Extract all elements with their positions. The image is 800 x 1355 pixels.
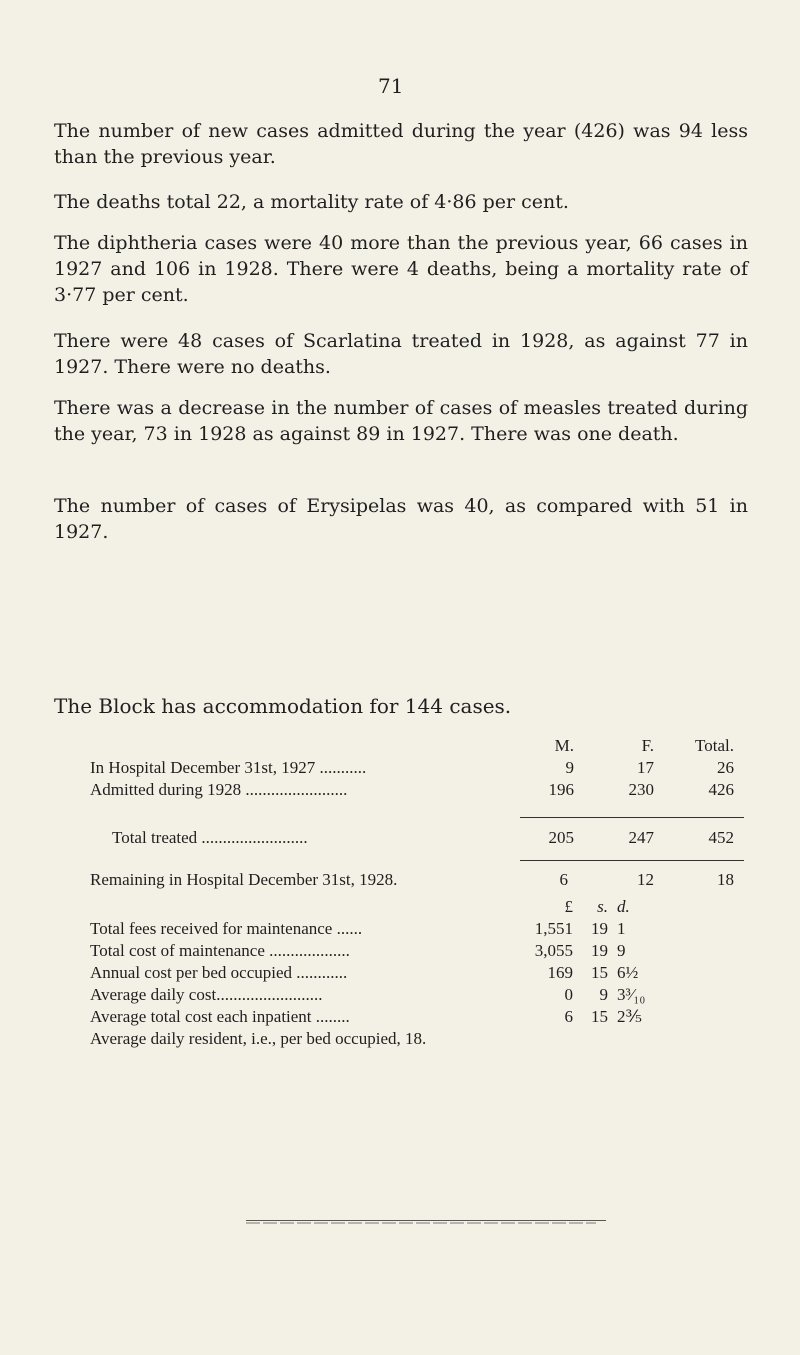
table-row: Admitted during 1928 ........................ 196 230 426: [90, 780, 734, 799]
table-row: In Hospital December 31st, 1927 ........... 9 17 26: [90, 758, 734, 777]
table-row: Average daily cost......................... 0 9 3³⁄₁₀: [90, 985, 646, 1004]
paragraph-measles: There was a decrease in the number of cases of measles treated during the year, 73 in 1928 as against 89 in 1927. There was one death.: [54, 397, 748, 445]
table-row: Total fees received for maintenance ...... 1,551 19 1: [90, 919, 626, 938]
block-accommodation: The Block has accommodation for 144 cases.: [54, 694, 512, 718]
page-number: 71: [378, 74, 404, 98]
table-row: Total treated ......................... 205 247 452: [112, 828, 734, 847]
header-shillings: s.: [597, 897, 608, 916]
table-row: Average total cost each inpatient ........ 6 15 2⅗: [90, 1007, 642, 1026]
header-total: Total.: [695, 736, 734, 755]
header-pounds: £: [564, 897, 573, 916]
header-male: M.: [554, 736, 574, 755]
table-row: Annual cost per bed occupied ............ 169 15 6½: [90, 963, 639, 982]
cost-table-footer: Average daily resident, i.e., per bed occupied, 18.: [90, 1029, 427, 1048]
paragraph-erysipelas: The number of cases of Erysipelas was 40, as compared with 51 in 1927.: [54, 495, 748, 543]
table-row: Remaining in Hospital December 31st, 1928. 6 12 18: [90, 870, 734, 889]
paragraph-scarlatina: There were 48 cases of Scarlatina treated in 1928, as against 77 in 1927. There were no deaths.: [54, 330, 748, 378]
divider: [520, 860, 744, 861]
paragraph-new-cases: The number of new cases admitted during the year (426) was 94 less than the previous year.: [54, 120, 748, 168]
paragraph-deaths: The deaths total 22, a mortality rate of 4·86 per cent.: [54, 191, 569, 213]
cost-table-header: [90, 897, 750, 919]
cases-table-header: [90, 736, 750, 758]
paragraph-diphtheria: The diphtheria cases were 40 more than the previous year, 66 cases in 1927 and 106 in 1928. There were 4 deaths, being a mortality rate of 3·77 per cent.: [54, 232, 748, 306]
table-row: Total cost of maintenance ................... 3,055 19 9: [90, 941, 626, 960]
header-pence: d.: [617, 897, 630, 916]
header-female: F.: [641, 736, 654, 755]
divider: [520, 817, 744, 818]
bottom-rule-mark: [246, 1219, 606, 1225]
